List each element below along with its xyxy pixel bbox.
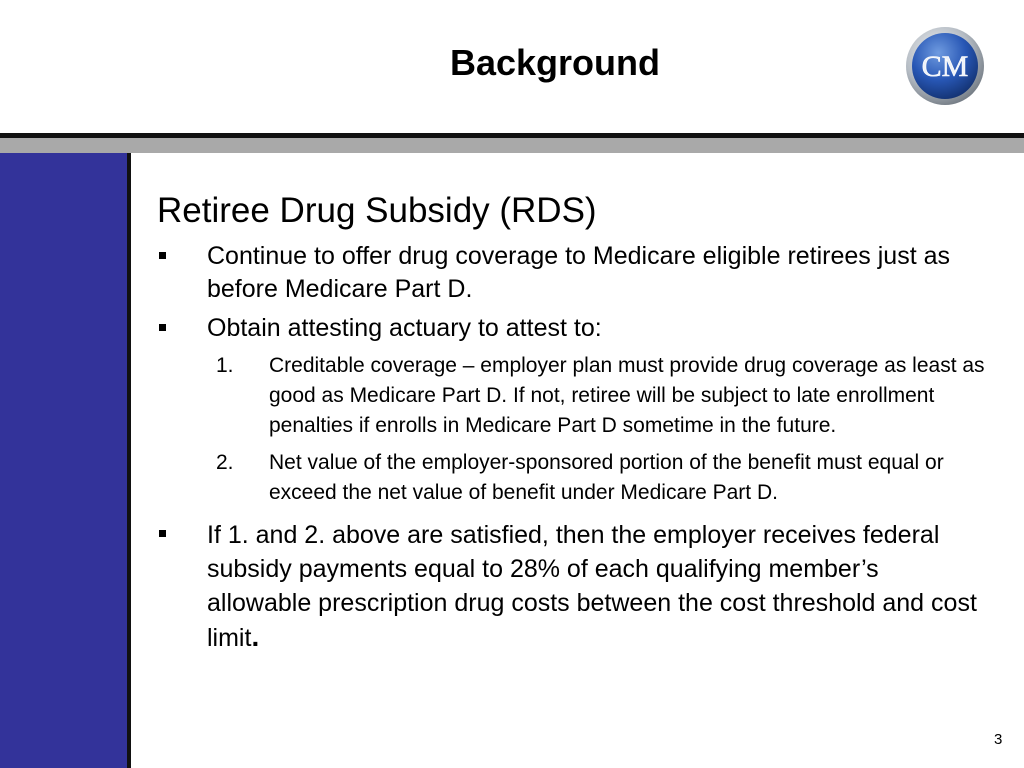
- item-text: Creditable coverage – employer plan must provide drug coverage as least as good as Medicare Part D. If not, retiree will be subject to late enrollment penalties if enrolls in Medicare Part D sometime in the future.: [269, 354, 985, 437]
- bullet-text: Continue to offer drug coverage to Medicare eligible retirees just as before Medicare Part D.: [207, 242, 951, 303]
- section-heading: Retiree Drug Subsidy (RDS): [157, 191, 597, 230]
- bullet-period: .: [251, 621, 260, 652]
- item-number: 1.: [216, 354, 234, 377]
- numbered-item: [157, 448, 987, 508]
- cm-logo: [905, 26, 985, 106]
- page-number: 3: [994, 731, 1003, 748]
- item-number: 2.: [216, 451, 234, 474]
- bullet-text: Obtain attesting actuary to attest to:: [207, 314, 602, 342]
- square-bullet-icon: [159, 324, 166, 331]
- logo-text: CM: [921, 50, 969, 83]
- square-bullet-icon: [159, 252, 166, 259]
- header-band: [0, 138, 1024, 153]
- bullet-item: [157, 518, 987, 655]
- square-bullet-icon: [159, 530, 166, 537]
- slide-title: Background: [449, 42, 661, 83]
- item-text: Net value of the employer-sponsored portion of the benefit must equal or exceed the net value of benefit under Medicare Part D.: [269, 451, 944, 504]
- bullet-item: [157, 240, 987, 306]
- side-bar-edge: [127, 153, 131, 768]
- bullet-item: [157, 312, 987, 345]
- slide-content: [157, 190, 987, 661]
- side-bar: [0, 153, 127, 768]
- bullet-text: If 1. and 2. above are satisfied, then the employer receives federal subsidy payments equal to 28% of each qualifying member’s allowable prescription drug costs between the cost threshold and cost limit: [207, 521, 977, 652]
- numbered-item: [157, 351, 987, 441]
